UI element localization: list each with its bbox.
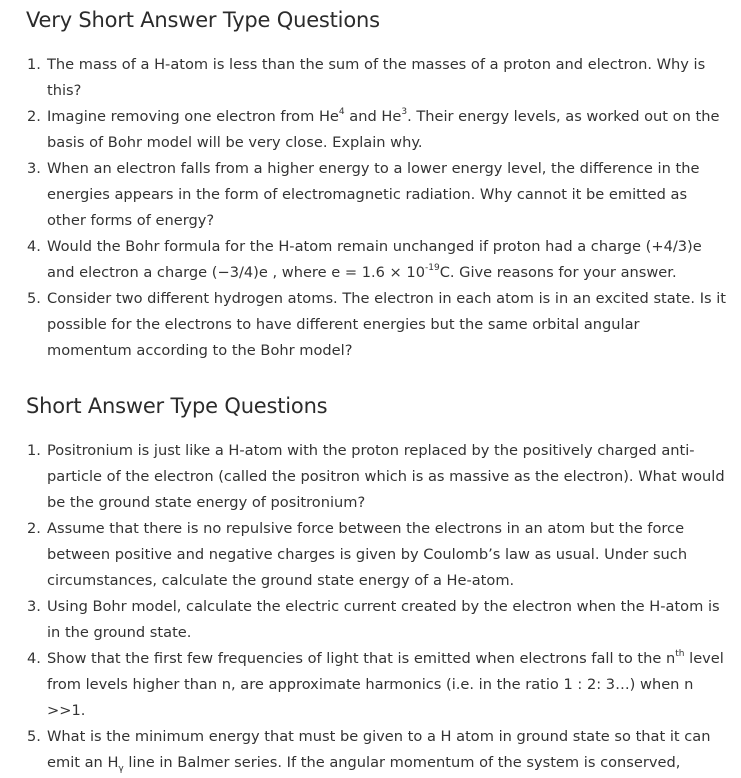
item-number: 3. <box>27 598 41 615</box>
question-text: Positronium is just like a H-atom with the proton replaced by the positively charged anti-particle of the electron (called the positron which is as massive as the electron). What would be the ground state energy of positronium? <box>47 442 725 511</box>
question-text-part: Would the Bohr formula for the H-atom remain unchanged if proton had a charge (+4/3)e and electron a charge (−3/4)e , where e = 1.6 × 10 <box>47 238 702 281</box>
list-item <box>27 156 727 234</box>
section-heading-short: Short Answer Type Questions <box>26 394 328 418</box>
question-text: When an electron falls from a higher energy to a lower energy level, the difference in the energies appears in the form of electromagnetic radiation. Why cannot it be emitted as other forms of energy? <box>47 160 700 229</box>
item-number: 2. <box>27 520 41 537</box>
question-text-part: line in Balmer series. If the angular momentum of the system is conserved, <box>123 754 681 771</box>
list-item <box>27 516 727 594</box>
short-question-list <box>0 438 727 776</box>
item-number: 4. <box>27 238 41 255</box>
subscript: γ <box>118 763 124 774</box>
question-text: Assume that there is no repulsive force between the electrons in an atom but the force between positive and negative charges is given by Coulomb’s law as usual. Under such circumstances, calculate the ground state energy of a He-atom. <box>47 520 688 589</box>
superscript: 4 <box>338 107 345 118</box>
list-item <box>27 286 727 364</box>
question-text-part: C. Give reasons for your answer. <box>439 264 677 281</box>
item-number: 3. <box>27 160 41 177</box>
question-text-part: Imagine removing one electron from He <box>47 108 339 125</box>
question-text-part: What is the minimum energy that must be given to a H atom in ground state so that it can emit an H <box>47 728 711 771</box>
superscript: -19 <box>425 263 440 274</box>
list-item <box>27 52 727 104</box>
item-number: 4. <box>27 650 41 667</box>
list-item <box>27 646 727 724</box>
question-text-part: and He <box>344 108 402 125</box>
section-heading-very-short: Very Short Answer Type Questions <box>26 8 380 32</box>
list-item <box>27 104 727 156</box>
question-text-part: . Their energy levels, as worked out on the basis of Bohr model will be very close. Explain why. <box>47 108 720 151</box>
item-number: 5. <box>27 290 41 307</box>
item-number: 5. <box>27 728 41 745</box>
question-text: Using Bohr model, calculate the electric current created by the electron when the H-atom is in the ground state. <box>47 598 720 641</box>
very-short-question-list <box>0 52 727 364</box>
list-item <box>27 438 727 516</box>
superscript: 3 <box>401 107 408 118</box>
question-text: Consider two different hydrogen atoms. The electron in each atom is in an excited state. Is it possible for the electrons to have different energies but the same orbital angular momentum according to the Bohr model? <box>47 290 727 359</box>
list-item <box>27 234 727 286</box>
question-text: The mass of a H-atom is less than the sum of the masses of a proton and electron. Why is this? <box>47 56 706 99</box>
question-text-part: level from levels higher than n, are approximate harmonics (i.e. in the ratio 1 : 2: 3…) when n >>1. <box>47 650 724 719</box>
item-number: 2. <box>27 108 41 125</box>
item-number: 1. <box>27 56 41 73</box>
superscript: th <box>675 649 685 660</box>
list-item <box>27 724 727 776</box>
list-item <box>27 594 727 646</box>
item-number: 1. <box>27 442 41 459</box>
question-text-part: Show that the first few frequencies of light that is emitted when electrons fall to the n <box>47 650 676 667</box>
